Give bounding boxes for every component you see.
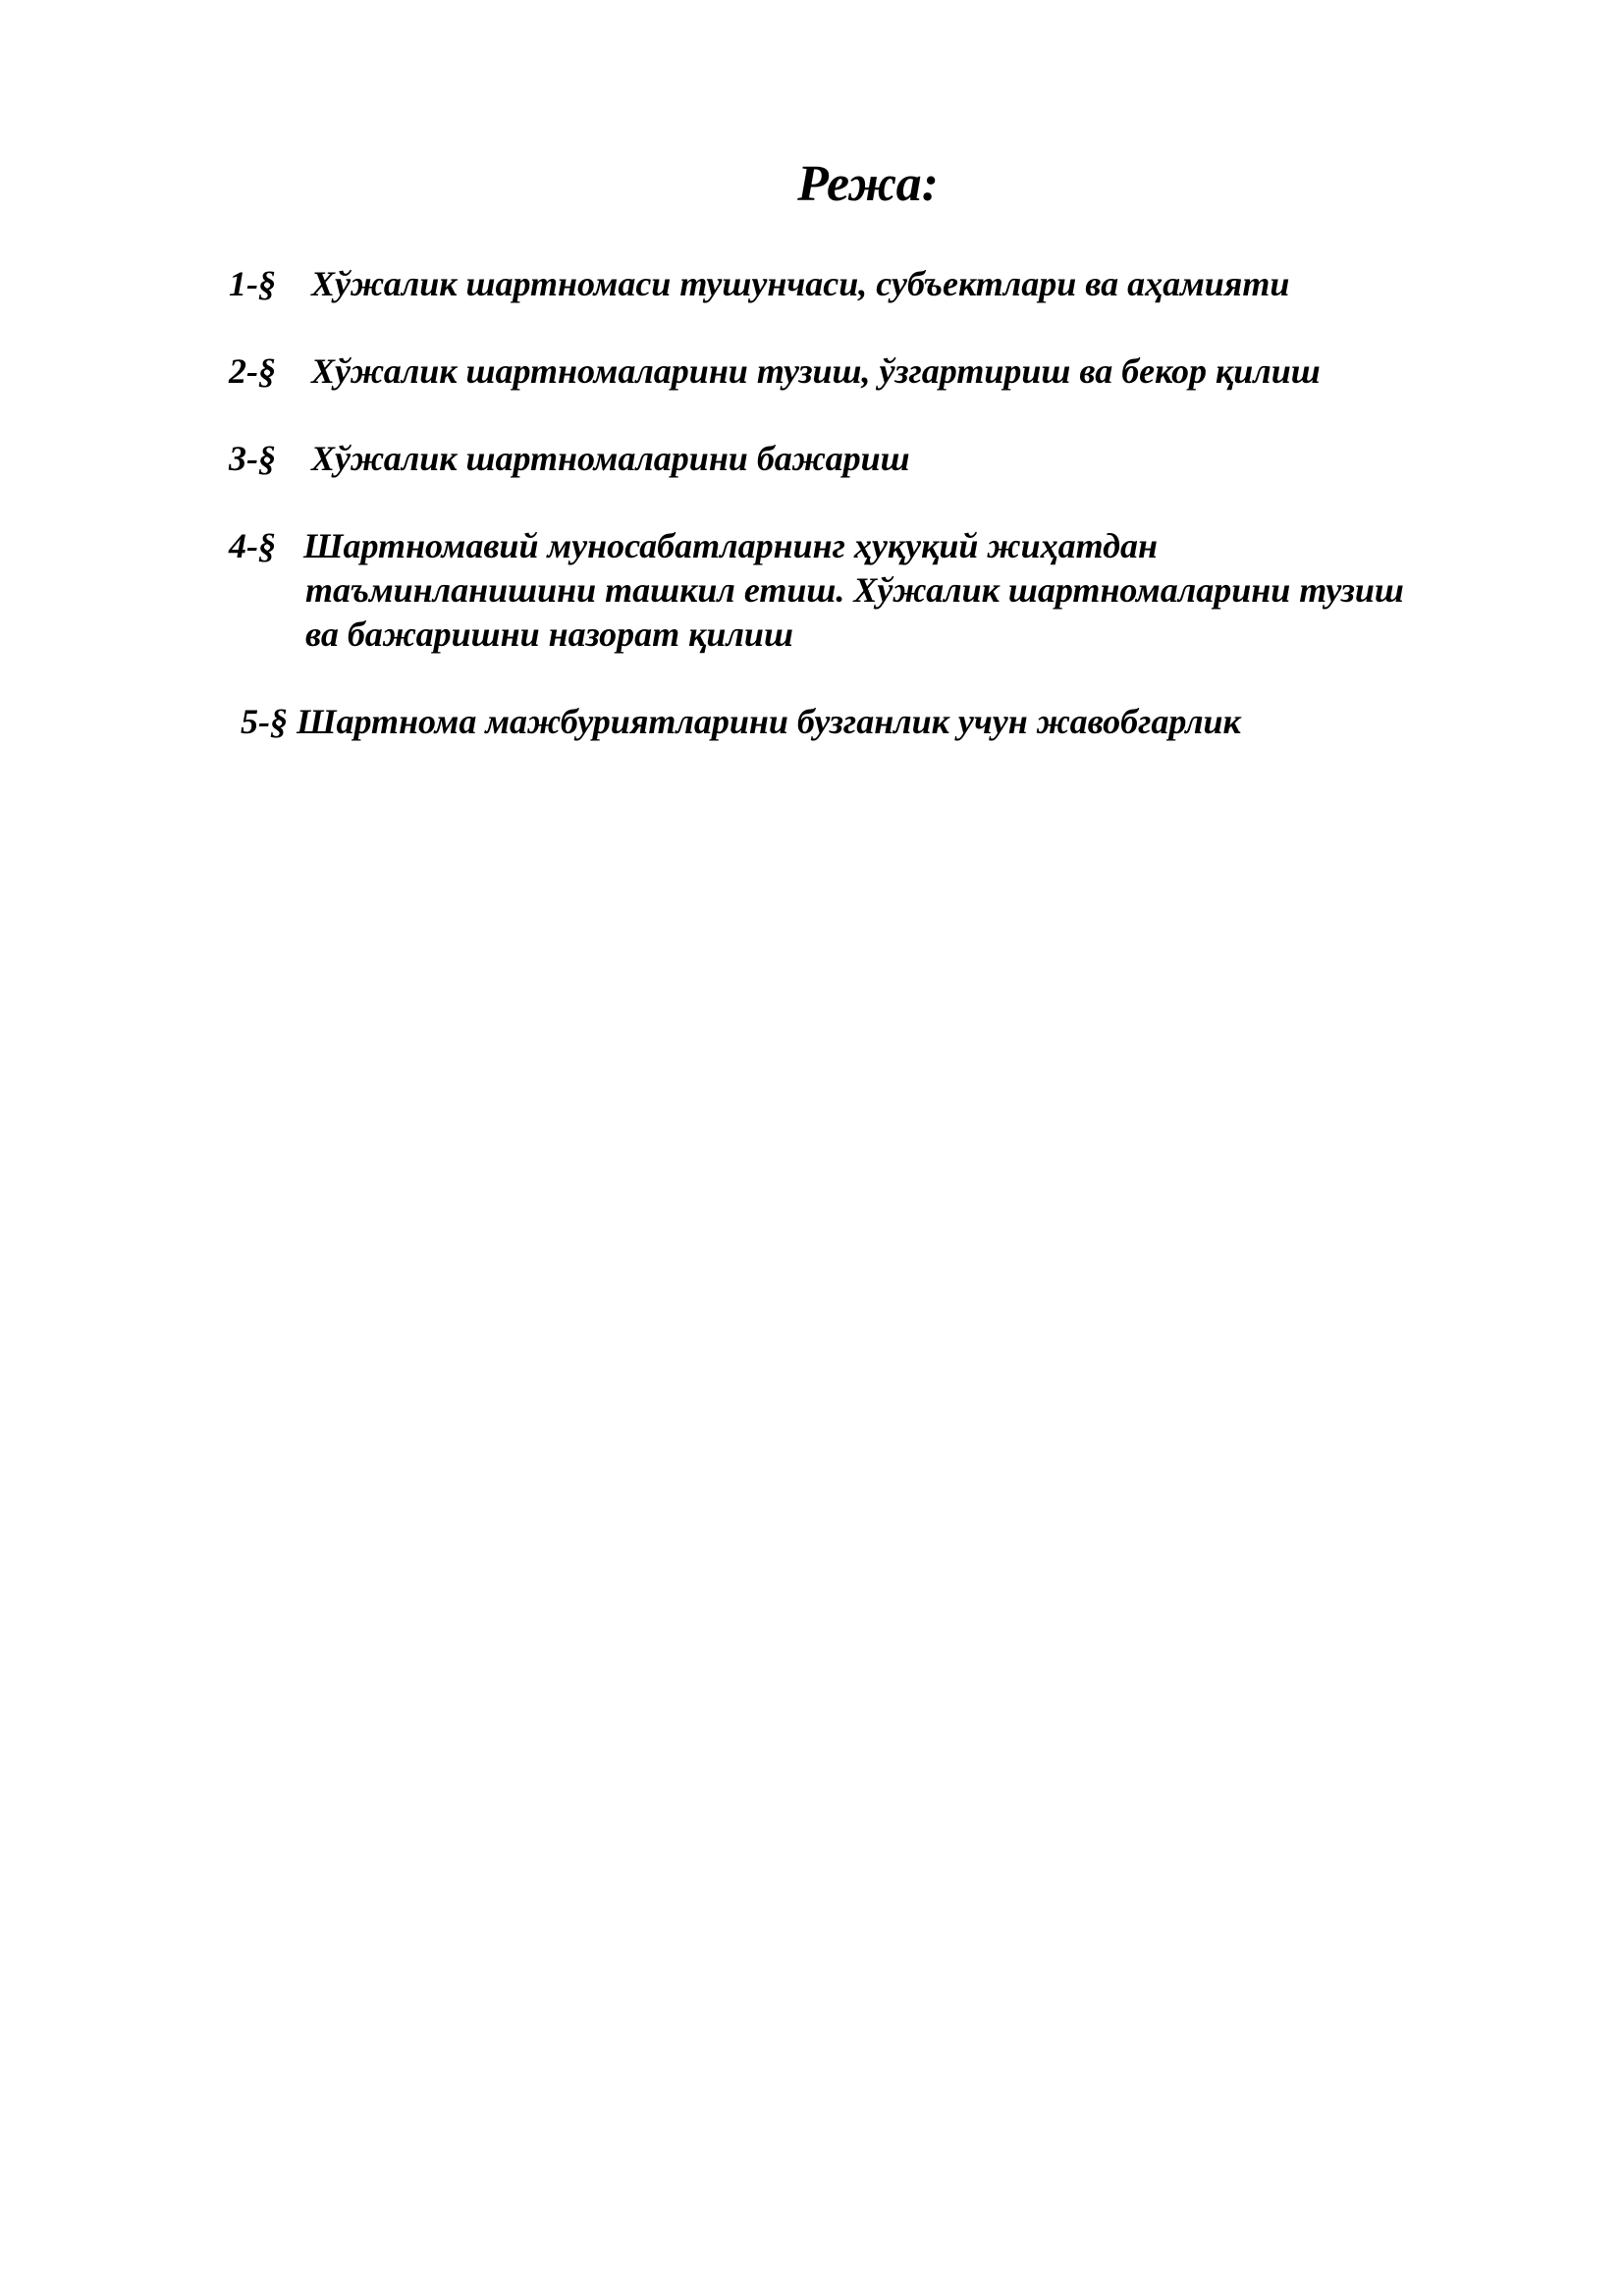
- plan-item-number: 1-§: [229, 264, 276, 303]
- plan-item-5: [241, 700, 1241, 744]
- plan-item-1: [229, 262, 1289, 306]
- plan-item-text: Хўжалик шартномаларини тузиш, ўзгартириш ва бекор қилиш: [311, 351, 1321, 391]
- plan-item-line: Шартномавий муносабатларнинг ҳуқуқий жиҳатдан: [303, 526, 1159, 565]
- plan-item-text: [303, 524, 1404, 657]
- plan-item-number: 2-§: [229, 351, 276, 391]
- plan-item-text: Шартнома мажбуриятларини бузганлик учун жавобгарлик: [297, 702, 1241, 741]
- plan-item-number: 4-§: [229, 526, 276, 565]
- page-title: Режа:: [797, 156, 939, 212]
- plan-item-number: 3-§: [229, 439, 276, 478]
- plan-item-line: ва бажаришни назорат қилиш: [305, 614, 793, 654]
- plan-item-3: [229, 437, 910, 481]
- plan-item-text: Хўжалик шартномаси тушунчаси, субъектлари ва аҳамияти: [311, 264, 1290, 303]
- plan-item-4: [229, 524, 1404, 657]
- plan-item-line: таъминланишини ташкил етиш. Хўжалик шартномаларини тузиш: [305, 570, 1404, 610]
- plan-item-number: 5-§: [241, 702, 288, 741]
- plan-item-text: Хўжалик шартномаларини бажариш: [311, 439, 910, 478]
- plan-item-2: [229, 349, 1321, 394]
